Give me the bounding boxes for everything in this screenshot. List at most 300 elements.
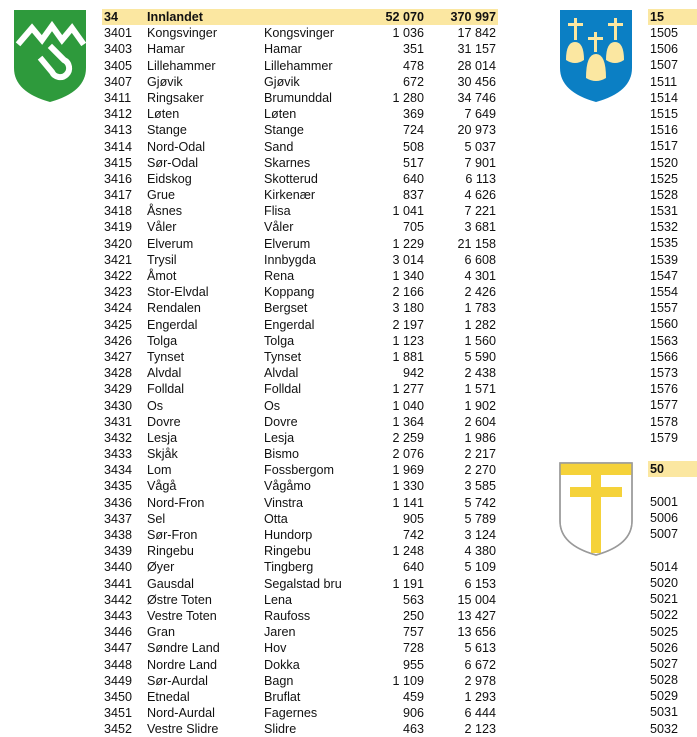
municipality-area: 1 141 xyxy=(392,495,424,510)
municipality-code: 5022 xyxy=(650,608,679,623)
municipality-population: 6 444 xyxy=(464,706,496,721)
county-50-codes xyxy=(650,494,678,737)
municipality-row xyxy=(102,58,498,74)
municipality-code: 5031 xyxy=(650,705,679,720)
county-population: 370 997 xyxy=(450,10,496,24)
municipality-code: 3405 xyxy=(104,58,133,73)
municipality-area: 1 248 xyxy=(392,544,424,559)
municipality-center: Kirkenær xyxy=(264,188,316,203)
municipality-row xyxy=(102,559,498,575)
municipality-code: 3421 xyxy=(104,252,133,267)
county-15-codes xyxy=(650,25,678,446)
municipality-center: Dovre xyxy=(264,414,298,429)
municipality-population: 5 590 xyxy=(464,349,496,364)
municipality-center: Skotterud xyxy=(264,171,318,186)
municipality-population: 21 158 xyxy=(457,236,496,251)
municipality-row xyxy=(102,41,498,57)
municipality-code: 3420 xyxy=(104,236,133,251)
municipality-population: 1 902 xyxy=(464,398,496,413)
municipality-population: 17 842 xyxy=(457,26,496,41)
municipality-area: 640 xyxy=(402,560,424,575)
municipality-population: 7 649 xyxy=(464,107,496,122)
municipality-population: 1 571 xyxy=(464,382,496,397)
municipality-name: Rendalen xyxy=(147,301,201,316)
municipality-name: Sør-Odal xyxy=(147,155,199,170)
municipality-center: Hov xyxy=(264,641,287,656)
municipality-center: Tolga xyxy=(264,333,295,348)
innlandet-municipality-table xyxy=(102,9,498,737)
municipality-area: 1 969 xyxy=(392,463,424,478)
municipality-center: Fossbergom xyxy=(264,463,334,478)
municipality-code: 5001 xyxy=(650,495,679,509)
municipality-area: 2 166 xyxy=(392,285,424,300)
municipality-code: 1515 xyxy=(650,106,679,121)
municipality-code: 1557 xyxy=(650,301,679,316)
municipality-center: Bergset xyxy=(264,301,308,316)
municipality-name: Skjåk xyxy=(147,447,178,462)
municipality-code: 1547 xyxy=(650,268,679,283)
municipality-code: 1579 xyxy=(650,430,679,445)
county-50-header xyxy=(648,461,697,477)
municipality-row xyxy=(102,511,498,527)
municipality-name: Vestre Toten xyxy=(147,608,217,623)
municipality-code: 5029 xyxy=(650,689,679,704)
municipality-center: Lesja xyxy=(264,430,295,445)
county-50-code: 50 xyxy=(650,462,665,476)
municipality-center: Flisa xyxy=(264,204,291,219)
municipality-row xyxy=(102,446,498,462)
municipality-population: 5 742 xyxy=(464,495,496,510)
municipality-population: 31 157 xyxy=(457,42,496,57)
municipality-area: 742 xyxy=(402,528,424,542)
municipality-row xyxy=(102,349,498,365)
municipality-center: Sand xyxy=(264,139,294,154)
municipality-area: 1 191 xyxy=(392,576,424,591)
municipality-center: Løten xyxy=(264,107,297,122)
municipality-area: 1 040 xyxy=(392,398,424,413)
county-area: 52 070 xyxy=(385,10,424,24)
municipality-code: 3448 xyxy=(104,657,133,672)
municipality-population: 13 656 xyxy=(457,625,496,640)
municipality-code: 3434 xyxy=(104,463,133,478)
municipality-code: 5032 xyxy=(650,721,679,736)
municipality-center: Bismo xyxy=(264,447,299,462)
municipality-population: 5 613 xyxy=(464,641,496,656)
municipality-row xyxy=(102,640,498,656)
municipality-code: 1566 xyxy=(650,349,679,364)
municipality-code: 3428 xyxy=(104,366,133,381)
municipality-code: 3446 xyxy=(104,625,133,640)
municipality-code: 1531 xyxy=(650,204,679,219)
municipality-code: 5006 xyxy=(650,511,679,526)
municipality-population: 20 973 xyxy=(457,123,496,138)
municipality-name: Hamar xyxy=(147,42,185,57)
municipality-row xyxy=(102,689,498,705)
municipality-row xyxy=(102,139,498,155)
trondelag-coat-of-arms xyxy=(558,461,634,557)
municipality-code: 1516 xyxy=(650,123,679,138)
municipality-code: 1563 xyxy=(650,333,679,348)
municipality-code: 1506 xyxy=(650,42,679,57)
municipality-row xyxy=(102,673,498,689)
municipality-center: Otta xyxy=(264,511,288,526)
municipality-code: 3403 xyxy=(104,42,133,57)
municipality-center: Innbygda xyxy=(264,252,316,267)
municipality-area: 955 xyxy=(402,657,424,672)
municipality-code: 5014 xyxy=(650,559,679,574)
municipality-area: 1 277 xyxy=(392,382,424,397)
municipality-code: 3440 xyxy=(104,560,133,575)
municipality-name: Sør-Fron xyxy=(147,528,198,542)
municipality-area: 3 014 xyxy=(392,252,424,267)
municipality-code: 3442 xyxy=(104,592,133,607)
municipality-name: Lom xyxy=(147,463,172,478)
municipality-name: Løten xyxy=(147,107,180,122)
municipality-row xyxy=(102,74,498,90)
municipality-population: 2 217 xyxy=(464,447,496,462)
municipality-population: 4 301 xyxy=(464,269,496,283)
municipality-area: 517 xyxy=(402,155,424,170)
municipality-population: 3 681 xyxy=(464,220,496,235)
municipality-code: 1511 xyxy=(650,74,678,89)
municipality-center: Bagn xyxy=(264,673,294,688)
municipality-population: 13 427 xyxy=(457,608,496,623)
municipality-code: 3441 xyxy=(104,576,133,591)
municipality-code: 1525 xyxy=(650,171,679,186)
municipality-row xyxy=(102,317,498,333)
county-code: 34 xyxy=(104,10,119,24)
municipality-population: 1 783 xyxy=(464,301,496,316)
municipality-row xyxy=(102,430,498,446)
municipality-area: 837 xyxy=(402,188,424,203)
municipality-area: 1 330 xyxy=(392,479,424,494)
municipality-population: 3 585 xyxy=(464,479,496,494)
municipality-center: Elverum xyxy=(264,236,311,251)
municipality-area: 724 xyxy=(402,123,424,138)
municipality-row xyxy=(102,462,498,478)
municipality-name: Ringsaker xyxy=(147,90,204,105)
municipality-code: 3401 xyxy=(104,26,133,41)
municipality-name: Tynset xyxy=(147,349,185,364)
municipality-name: Dovre xyxy=(147,414,181,429)
municipality-row xyxy=(102,122,498,138)
municipality-center: Vågåmo xyxy=(264,479,311,494)
municipality-population: 6 608 xyxy=(464,252,496,267)
municipality-code: 1576 xyxy=(650,382,679,397)
municipality-code: 3435 xyxy=(104,479,133,494)
municipality-name: Alvdal xyxy=(147,366,182,381)
municipality-code xyxy=(650,543,678,559)
municipality-center: Dokka xyxy=(264,657,300,672)
municipality-area: 2 259 xyxy=(392,430,424,445)
municipality-area: 942 xyxy=(402,366,424,381)
municipality-population: 28 014 xyxy=(457,58,496,73)
municipality-name: Nord-Fron xyxy=(147,495,205,510)
municipality-row xyxy=(102,414,498,430)
municipality-center: Vinstra xyxy=(264,495,303,510)
municipality-code: 3427 xyxy=(104,349,133,364)
municipality-row xyxy=(102,155,498,171)
municipality-population: 2 438 xyxy=(464,366,496,381)
municipality-center: Ringebu xyxy=(264,544,311,559)
municipality-name: Sør-Aurdal xyxy=(147,673,208,688)
municipality-area: 672 xyxy=(402,74,424,89)
municipality-row xyxy=(102,284,498,300)
municipality-center: Fagernes xyxy=(264,706,318,721)
municipality-area: 905 xyxy=(402,511,424,526)
municipality-row xyxy=(102,187,498,203)
municipality-area: 2 197 xyxy=(392,317,424,332)
municipality-population: 3 124 xyxy=(464,528,496,542)
municipality-area: 1 881 xyxy=(392,349,424,364)
municipality-population: 30 456 xyxy=(457,74,496,89)
municipality-row xyxy=(102,624,498,640)
municipality-center: Brumunddal xyxy=(264,90,332,105)
municipality-population: 6 153 xyxy=(464,576,496,591)
municipality-code: 3431 xyxy=(104,414,133,429)
municipality-name: Trysil xyxy=(147,252,177,267)
municipality-name: Gausdal xyxy=(147,576,194,591)
municipality-row xyxy=(102,705,498,721)
municipality-code: 1554 xyxy=(650,285,679,299)
municipality-name: Øyer xyxy=(147,560,175,575)
municipality-center: Hamar xyxy=(264,42,302,57)
municipality-row xyxy=(102,398,498,414)
municipality-center: Tingberg xyxy=(264,560,314,575)
municipality-population: 2 270 xyxy=(464,463,496,478)
municipality-population: 4 626 xyxy=(464,188,496,203)
municipality-area: 1 036 xyxy=(392,26,424,41)
municipality-row xyxy=(102,527,498,543)
municipality-name: Grue xyxy=(147,188,175,203)
county-15-code: 15 xyxy=(650,10,665,24)
municipality-row xyxy=(102,576,498,592)
municipality-center: Raufoss xyxy=(264,608,311,623)
municipality-area: 369 xyxy=(402,107,424,122)
municipality-name: Os xyxy=(147,398,164,413)
municipality-row xyxy=(102,90,498,106)
municipality-code: 3430 xyxy=(104,398,133,413)
county-name: Innlandet xyxy=(147,10,203,24)
municipality-population: 4 380 xyxy=(464,544,496,559)
municipality-row xyxy=(102,268,498,284)
municipality-code: 1517 xyxy=(650,139,679,154)
municipality-code: 5020 xyxy=(650,575,679,590)
municipality-row xyxy=(102,25,498,41)
municipality-population: 5 789 xyxy=(464,511,496,526)
municipality-population: 34 746 xyxy=(457,90,496,105)
municipality-area: 250 xyxy=(402,608,424,623)
municipality-code: 3429 xyxy=(104,382,133,397)
municipality-population: 15 004 xyxy=(457,592,496,607)
municipality-row xyxy=(102,592,498,608)
municipality-center: Kongsvinger xyxy=(264,26,335,41)
municipality-population: 6 113 xyxy=(465,171,496,186)
municipality-code: 1532 xyxy=(650,220,679,235)
municipality-center: Tynset xyxy=(264,349,302,364)
municipality-population: 7 221 xyxy=(464,204,496,219)
innlandet-coat-of-arms xyxy=(12,8,88,104)
municipality-area: 2 076 xyxy=(392,447,424,462)
municipality-code: 1577 xyxy=(650,398,679,413)
municipality-area: 1 041 xyxy=(392,204,424,219)
municipality-area: 1 123 xyxy=(392,333,424,348)
municipality-population: 5 037 xyxy=(464,139,496,154)
municipality-center: Alvdal xyxy=(264,366,299,381)
municipality-name: Nordre Land xyxy=(147,657,218,672)
county-header-row xyxy=(102,9,498,25)
municipality-code: 3439 xyxy=(104,544,133,559)
municipality-area: 1 109 xyxy=(392,673,424,688)
municipality-code: 3432 xyxy=(104,430,133,445)
municipality-code: 3418 xyxy=(104,204,133,219)
municipality-code: 5021 xyxy=(650,592,679,607)
municipality-center: Os xyxy=(264,398,281,413)
municipality-code: 3414 xyxy=(104,139,133,154)
municipality-code: 3447 xyxy=(104,641,133,656)
municipality-area: 508 xyxy=(402,139,424,154)
municipality-population: 6 672 xyxy=(464,657,496,672)
municipality-population: 1 560 xyxy=(464,333,496,348)
municipality-center: Engerdal xyxy=(264,317,315,332)
municipality-row xyxy=(102,300,498,316)
municipality-code: 3426 xyxy=(104,333,133,348)
municipality-population: 2 426 xyxy=(464,285,496,300)
municipality-center: Hundorp xyxy=(264,528,313,542)
municipality-area: 1 280 xyxy=(392,90,424,105)
municipality-population: 1 282 xyxy=(464,317,496,332)
municipality-code: 5026 xyxy=(650,640,679,655)
municipality-center: Slidre xyxy=(264,722,297,737)
municipality-center: Lillehammer xyxy=(264,58,333,73)
municipality-code: 3417 xyxy=(104,188,133,203)
municipality-area: 757 xyxy=(402,625,424,640)
municipality-code: 5025 xyxy=(650,624,679,639)
municipality-name: Våler xyxy=(147,220,177,235)
municipality-name: Engerdal xyxy=(147,317,198,332)
municipality-row xyxy=(102,171,498,187)
municipality-code: 3416 xyxy=(104,171,133,186)
municipality-population: 2 978 xyxy=(464,673,496,688)
municipality-area: 459 xyxy=(402,689,424,704)
municipality-center: Våler xyxy=(264,220,294,235)
municipality-code: 5028 xyxy=(650,673,679,688)
municipality-population: 7 901 xyxy=(464,155,496,170)
municipality-code: 3449 xyxy=(104,673,133,688)
municipality-row xyxy=(102,381,498,397)
municipality-area: 1 229 xyxy=(392,236,424,251)
municipality-code: 3407 xyxy=(104,74,133,89)
municipality-code: 3423 xyxy=(104,285,133,300)
municipality-code: 3422 xyxy=(104,269,133,283)
municipality-code: 1514 xyxy=(650,90,679,105)
municipality-name: Åsnes xyxy=(147,204,183,219)
municipality-name: Lesja xyxy=(147,430,178,445)
more-og-romsdal-coat-of-arms xyxy=(558,8,634,104)
municipality-row xyxy=(102,236,498,252)
municipality-population: 1 986 xyxy=(464,430,496,445)
municipality-area: 478 xyxy=(402,58,424,73)
municipality-code: 3438 xyxy=(104,528,133,542)
municipality-row xyxy=(102,219,498,235)
municipality-code: 5027 xyxy=(650,656,679,671)
municipality-code: 3451 xyxy=(104,706,133,721)
municipality-name: Åmot xyxy=(147,269,177,283)
municipality-name: Lillehammer xyxy=(147,58,216,73)
municipality-row xyxy=(102,203,498,219)
municipality-code: 3443 xyxy=(104,608,133,623)
municipality-code: 1520 xyxy=(650,155,679,170)
municipality-row xyxy=(102,721,498,737)
municipality-row xyxy=(102,252,498,268)
municipality-code: 1573 xyxy=(650,365,679,380)
municipality-name: Tolga xyxy=(147,333,178,348)
municipality-name: Gran xyxy=(147,625,175,640)
municipality-code: 5007 xyxy=(650,527,679,542)
municipality-code: 3424 xyxy=(104,301,133,316)
municipality-row xyxy=(102,495,498,511)
municipality-code: 3437 xyxy=(104,511,133,526)
municipality-name: Folldal xyxy=(147,382,185,397)
municipality-row xyxy=(102,657,498,673)
municipality-name: Etnedal xyxy=(147,689,190,704)
municipality-population: 1 293 xyxy=(464,689,496,704)
municipality-name: Kongsvinger xyxy=(147,26,218,41)
municipality-population: 5 109 xyxy=(464,560,496,575)
municipality-code: 3436 xyxy=(104,495,133,510)
municipality-population: 2 123 xyxy=(464,722,496,737)
municipality-row xyxy=(102,478,498,494)
municipality-area: 728 xyxy=(402,641,424,656)
municipality-row xyxy=(102,543,498,559)
municipality-area: 640 xyxy=(402,171,424,186)
municipality-code: 1539 xyxy=(650,252,679,267)
municipality-code: 3433 xyxy=(104,447,133,462)
municipality-center: Stange xyxy=(264,123,304,138)
municipality-area: 906 xyxy=(402,706,424,721)
municipality-center: Rena xyxy=(264,269,295,283)
municipality-name: Nord-Odal xyxy=(147,139,206,154)
municipality-center: Lena xyxy=(264,592,293,607)
municipality-area: 705 xyxy=(402,220,424,235)
municipality-name: Sel xyxy=(147,511,166,526)
municipality-name: Elverum xyxy=(147,236,194,251)
municipality-center: Skarnes xyxy=(264,155,311,170)
municipality-row xyxy=(102,333,498,349)
municipality-code: 3425 xyxy=(104,317,133,332)
municipality-code: 1528 xyxy=(650,187,679,202)
municipality-area: 351 xyxy=(402,42,424,57)
municipality-code: 1535 xyxy=(650,236,679,251)
municipality-area: 1 340 xyxy=(392,269,424,283)
municipality-population: 2 604 xyxy=(464,414,496,429)
municipality-code: 1505 xyxy=(650,26,679,40)
municipality-area: 563 xyxy=(402,592,424,607)
municipality-name: Ringebu xyxy=(147,544,194,559)
municipality-code: 3412 xyxy=(104,107,133,122)
municipality-code: 1507 xyxy=(650,58,679,73)
municipality-code: 3419 xyxy=(104,220,133,235)
municipality-area: 3 180 xyxy=(392,301,424,316)
municipality-name: Vågå xyxy=(147,479,177,494)
municipality-area: 463 xyxy=(402,722,424,737)
municipality-code: 1578 xyxy=(650,414,679,429)
municipality-name: Stor-Elvdal xyxy=(147,285,209,300)
municipality-name: Nord-Aurdal xyxy=(147,706,215,721)
municipality-code: 3411 xyxy=(104,90,132,105)
municipality-center: Segalstad bru xyxy=(264,576,342,591)
municipality-code: 3452 xyxy=(104,722,133,737)
